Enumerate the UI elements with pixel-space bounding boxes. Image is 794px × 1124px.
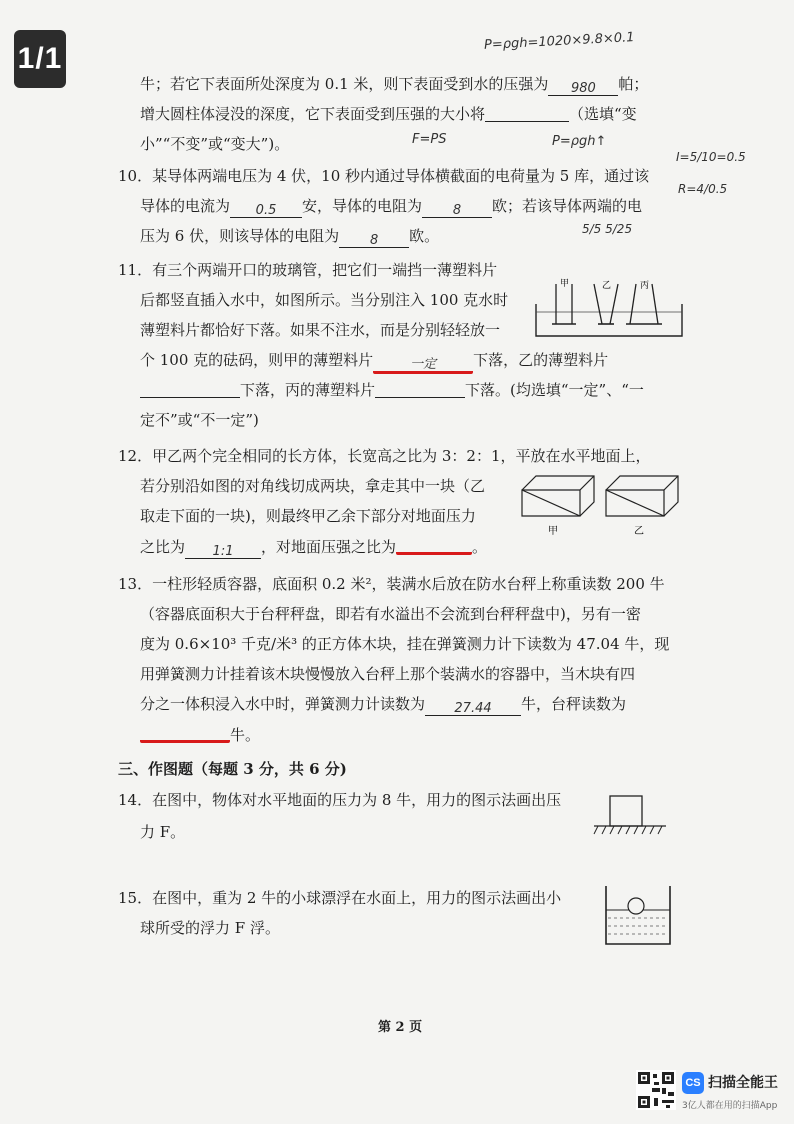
q11-line5: 下落，丙的薄塑料片 下落。(均选填“一定”、“一 [140, 380, 644, 400]
q13-line4: 用弹簧测力计挂着该木块慢慢放入台秤上那个装满水的容器中，当木块有四 [140, 665, 636, 683]
handwritten-formula: P=ρgh=1020×9.8×0.1 [483, 30, 635, 53]
page-number: 第 2 页 [378, 1020, 423, 1035]
q10-answer-resistance: 8 [422, 201, 492, 218]
q15-line2: 球所受的浮力 F 浮。 [140, 919, 280, 937]
fig-label-jia: 甲 [560, 279, 570, 289]
q13-answer-scale [140, 724, 230, 743]
q9-line2: 增大圆柱体浸没的深度，它下表面受到压强的大小将 （选填“变 [140, 105, 637, 123]
q12-line1: 12．甲乙两个完全相同的长方体，长宽高之比为 3：2：1，平放在水平地面上， [118, 447, 651, 465]
q14-block-figure [592, 790, 668, 840]
q12-line2: 若分别沿如图的对角线切成两块，拿走其中一块（乙 [140, 477, 486, 495]
q9-line3: 小”“不变”或“变大”)。 [140, 135, 290, 153]
q11-answer-jia: 一定 [373, 355, 473, 374]
cuboid-label-jia: 甲 [548, 526, 558, 537]
qr-code-icon [636, 1070, 676, 1110]
cuboid-label-yi: 乙 [634, 526, 644, 537]
q10-answer-current: 0.5 [230, 201, 302, 218]
q10-note-current: I=5/10=0.5 [676, 150, 746, 164]
q9-note-b: P=ρgh↑ [552, 134, 607, 149]
q11-line3: 薄塑料片都恰好下落。如果不注水，而是分别轻轻放一 [140, 321, 501, 339]
q10-line3: 压为 6 伏，则该导体的电阻为 8 欧。 [140, 227, 440, 248]
q9-line1: 牛；若它下表面所处深度为 0.1 米，则下表面受到水的压强为 980 帕； [140, 75, 649, 96]
q13-line1: 13．一柱形轻质容器，底面积 0.2 米²，装满水后放在防水台秤上称重读数 200 牛 [118, 575, 665, 593]
q13-line2: （容器底面积大于台秤秤盘，即若有水溢出不会流到台秤秤盘中)，另有一密 [140, 605, 641, 623]
q12-line3: 取走下面的一块)，则最终甲乙余下部分对地面压力 [140, 507, 476, 525]
q13-answer-spring: 27.44 [425, 699, 521, 716]
q10-note-fractions: 5/5 5/25 [582, 222, 633, 236]
q10-line1: 10．某导体两端电压为 4 伏，10 秒内通过导体横截面的电荷量为 5 库，通过该 [118, 167, 650, 185]
q13-line6: 牛。 [140, 724, 260, 745]
q13-line5: 分之一体积浸入水中时，弹簧测力计读数为 27.44 牛，台秤读数为 [140, 695, 627, 716]
q10-line2: 导体的电流为 0.5 安，导体的电阻为 8 欧；若该导体两端的电 [140, 197, 643, 218]
q11-line4: 个 100 克的砝码，则甲的薄塑料片 一定 下落，乙的薄塑料片 [140, 351, 609, 372]
q12-answer-force-ratio: 1:1 [185, 542, 261, 559]
q15-line1: 15．在图中，重为 2 牛的小球漂浮在水面上，用力的图示法画出小 [118, 889, 562, 907]
fig-label-yi: 乙 [602, 281, 612, 291]
q9-answer-blank [485, 105, 569, 122]
q10-answer-resistance2: 8 [339, 231, 409, 248]
q11-tubes-figure [534, 276, 684, 346]
q11-line2: 后都竖直插入水中，如图所示。当分别注入 100 克水时 [140, 291, 509, 309]
q15-beaker-figure [600, 882, 676, 950]
scanner-app-subtitle: 3亿人都在用的扫描App [682, 1101, 778, 1111]
page-counter-badge: 1/1 [14, 30, 66, 88]
q14-line1: 14．在图中，物体对水平地面的压力为 8 牛，用力的图示法画出压 [118, 791, 562, 809]
q9-answer-pressure: 980 [548, 79, 618, 96]
q10-note-resistance: R=4/0.5 [678, 182, 728, 196]
q12-answer-pressure-ratio [396, 536, 472, 555]
q14-line2: 力 F。 [140, 823, 186, 841]
camscanner-logo-icon: CS [682, 1072, 704, 1094]
section-3-heading: 三、作图题（每题 3 分，共 6 分) [118, 760, 347, 778]
q9-note-a: F=PS [412, 132, 447, 147]
q13-line3: 度为 0.6×10³ 千克/米³ 的正方体木块，挂在弹簧测力计下读数为 47.04 牛，现 [140, 635, 670, 653]
q12-cuboid-figure [518, 468, 688, 538]
q11-answer-yi [140, 381, 240, 398]
q11-line1: 11．有三个两端开口的玻璃管，把它们一端挡一薄塑料片 [118, 261, 498, 279]
q12-line4: 之比为 1:1 ，对地面压强之比为 。 [140, 538, 488, 559]
scanner-app-title: 扫描全能王 [708, 1075, 778, 1091]
fig-label-bing: 丙 [640, 281, 650, 291]
q11-line6: 定不”或“不一定”) [140, 411, 259, 429]
q11-answer-bing [375, 381, 465, 398]
